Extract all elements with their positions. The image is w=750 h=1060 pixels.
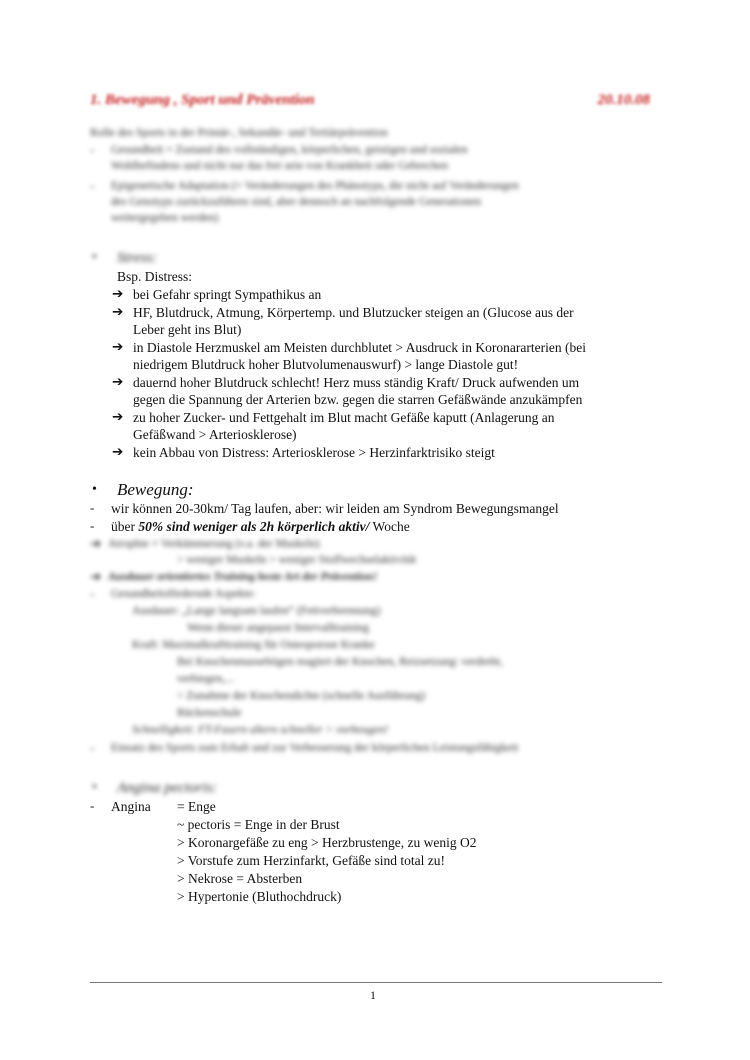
bewegung-blurred-line: Ausdauer: „Lange langsam laufen“ (Fettverbrennung) (132, 605, 381, 617)
angina-definition: = Enge (177, 799, 216, 814)
stress-point: in Diastole Herzmuskel am Meisten durchblutet > Ausdruck in Koronararterien (bei (133, 340, 586, 355)
bullet-icon: • (92, 250, 97, 265)
angina-definition: ~ pectoris = Enge in der Brust (177, 817, 340, 832)
stress-point: bei Gefahr springt Sympathikus an (133, 287, 322, 302)
title-row (90, 92, 650, 114)
section-heading-bewegung: Bewegung: (117, 480, 194, 499)
stress-point: Leber geht ins Blut) (133, 322, 242, 337)
dash-icon: - (90, 500, 95, 515)
angina-definition: > Nekrose = Absterben (177, 871, 303, 886)
bewegung-blurred-line: Einsatz des Sports zum Erhalt und zur Verbesserung der körperlichen Leistungsfähigkeit (111, 742, 519, 754)
arrow-icon: ➔ (112, 339, 124, 354)
arrow-icon: ➔ (112, 409, 124, 424)
dash-icon: - (90, 142, 95, 157)
stress-point: niedrigem Blutdruck hoher Blutvolumenauswurf) > lange Diastole gut! (133, 357, 519, 372)
arrow-icon: ➔ (112, 444, 124, 459)
bullet-icon: • (92, 482, 97, 497)
angina-definition: > Vorstufe zum Herzinfarkt, Gefäße sind total zu! (177, 853, 446, 868)
dash-icon: - (90, 178, 95, 193)
bewegung-blurred-line: Rückenschule (177, 707, 242, 719)
dash-icon: - (90, 798, 95, 813)
page-date: 20.10.08 (597, 92, 650, 108)
stress-point: kein Abbau von Distress: Arteriosklerose > Herzinfarktrisiko steigt (133, 445, 495, 460)
bewegung-blurred-line: > weniger Muskeln > weniger Stoffwechselaktivität (177, 554, 417, 566)
intro-item-line: Wohlbefindens und nicht nur das frei sein von Krankheit oder Gebrechen (111, 160, 448, 172)
arrow-icon: ➔ (112, 286, 124, 301)
dash-icon: - (90, 518, 95, 533)
dash-icon: - (90, 740, 95, 755)
emphasis-text: 50% sind weniger als 2h körperlich aktiv/ (138, 519, 370, 534)
bewegung-blurred-line: Kraft: Maximalkrafttraining für Osteoporose Kranke (132, 639, 375, 651)
stress-point: gegen die Spannung der Arterien bzw. gegen die starren Gefäßwände anzukämpfen (133, 392, 583, 407)
intro-item-line: des Genotyps zurückzuführen sind, aber dennoch an nachfolgende Generationen (111, 196, 482, 208)
bewegung-blurred-line: Wenn dieser angepasst Intervalltraining (187, 622, 370, 634)
intro-heading: Rolle des Sports in der Primär-, Sekundär- und Tertiärprävention (90, 127, 388, 139)
intro-item-line: weitergegeben werden) (111, 212, 219, 224)
angina-term: Angina (111, 799, 151, 814)
bewegung-line-2: über 50% sind weniger als 2h körperlich aktiv/ Woche (111, 519, 410, 534)
arrow-icon: ➔ (112, 304, 124, 319)
intro-item-line: Epigenetische Adaptation (= Veränderungen des Phänotyps, die nicht auf Veränderungen (111, 180, 519, 192)
arrow-icon: ➔ (112, 374, 124, 389)
angina-definition: > Hypertonie (Bluthochdruck) (177, 889, 342, 904)
bewegung-blurred-line: verbiegen,... (177, 673, 234, 685)
stress-point: dauernd hoher Blutdruck schlecht! Herz muss ständig Kraft/ Druck aufwenden um (133, 375, 580, 390)
bewegung-blurred-line: Bei Knochenmassebögen reagiert der Knochen, Reizsetzung: verdreht, (177, 656, 503, 668)
stress-point: zu hoher Zucker- und Fettgehalt im Blut macht Gefäße kaputt (Anlagerung an (133, 410, 555, 425)
dash-icon: - (90, 586, 95, 601)
stress-point: Gefäßwand > Arteriosklerose) (133, 427, 297, 442)
bewegung-blurred-line: > Zunahme der Knochendichte (schnelle Ausführung) (177, 690, 426, 702)
angina-definition: > Koronargefäße zu eng > Herzbrustenge, zu wenig O2 (177, 835, 477, 850)
stress-example: Bsp. Distress: (117, 269, 193, 284)
bewegung-line-1: wir können 20-30km/ Tag laufen, aber: wir leiden am Syndrom Bewegungsmangel (111, 501, 559, 516)
section-heading-angina: Angina pectoris: (117, 780, 218, 796)
page-number: 1 (370, 988, 376, 1002)
stress-point: HF, Blutdruck, Atmung, Körpertemp. und Blutzucker steigen an (Glucose aus der (133, 305, 574, 320)
arrow-icon: ➔ (90, 569, 102, 584)
bewegung-blurred-line: Schnelligkeit: FT-Fasern altern schneller > vorbeugen! (132, 724, 389, 736)
intro-item-line: Gesundheit = Zustand des vollständigen, körperlichen, geistigen und sozialen (111, 144, 468, 156)
section-heading-stress: Stress: (117, 250, 158, 266)
bewegung-blurred-line: Gesundheitsfördernde Aspekte: (111, 588, 256, 600)
arrow-icon: ➔ (90, 536, 102, 551)
bewegung-blurred-line: Ausdauer orientiertes Training beste Art der Prävention! (108, 571, 378, 583)
bewegung-blurred-line: Atrophie = Verkümmerung (v.a. der Muskeln) (108, 538, 320, 550)
page-title: 1. Bewegung , Sport und Prävention (90, 92, 315, 108)
footer-rule (90, 982, 662, 983)
bullet-icon: • (92, 780, 97, 795)
